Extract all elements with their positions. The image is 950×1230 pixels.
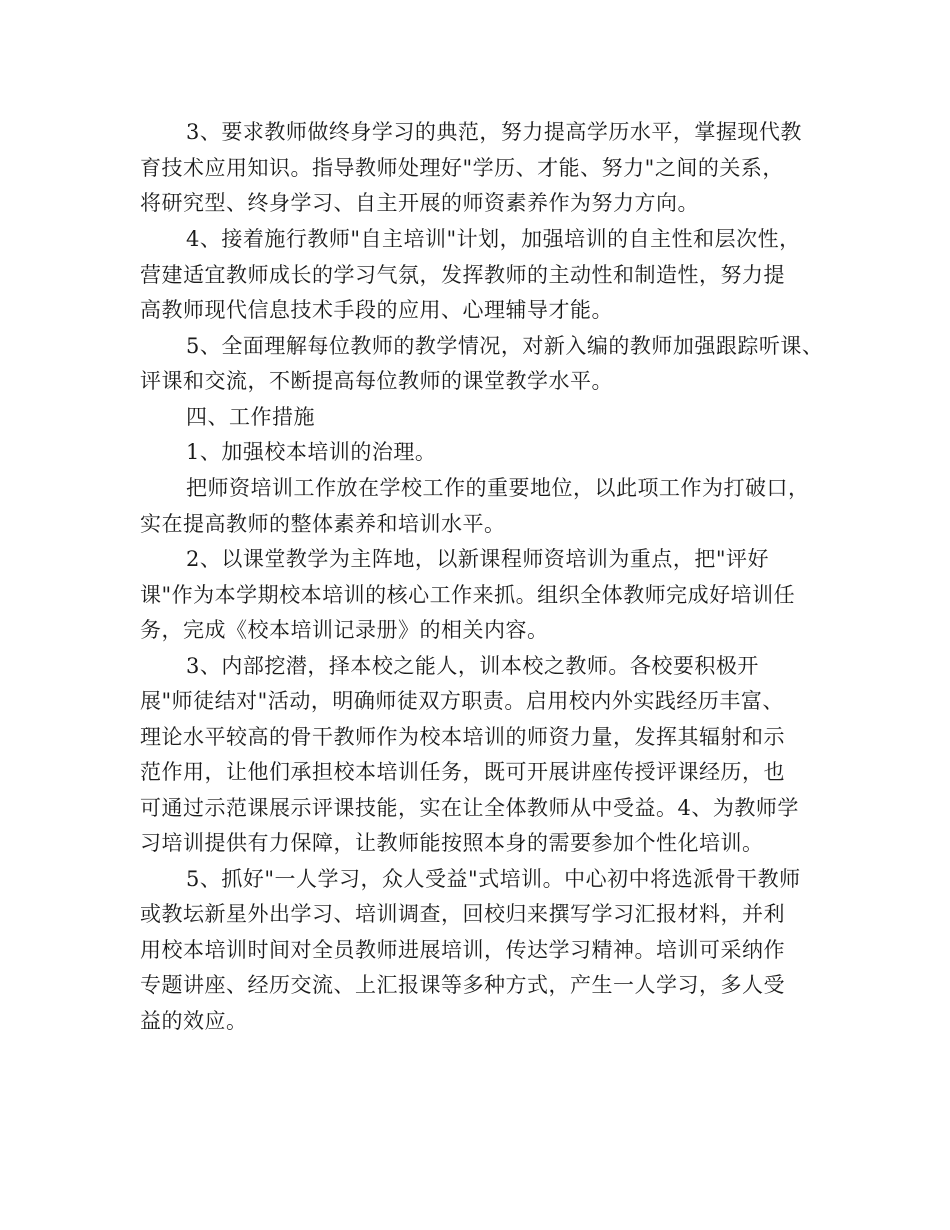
text-line: 高教师现代信息技术手段的应用、心理辅导才能。 [140,298,613,322]
text-line: 范作用，让他们承担校本培训任务，既可开展讲座传授评课经历，也 [140,760,785,784]
text-line: 营建适宜教师成长的学习气氛，发挥教师的主动性和制造性，努力提 [140,263,785,287]
section-heading: 四、工作措施 [186,405,315,429]
text-line: 益的效应。 [140,1009,248,1033]
text-line: 4、接着施行教师"自主培训"计划，加强培训的自主性和层次性， [186,227,801,251]
text-line: 1、加强校本培训的治理。 [186,440,437,464]
text-line: 理论水平较高的骨干教师作为校本培训的师资力量，发挥其辐射和示 [140,725,785,749]
text-line: 3、要求教师做终身学习的典范，努力提高学历水平，掌握现代教 [186,120,802,144]
text-line: 展"师徒结对"活动，明确师徒双方职责。启用校内外实践经历丰富、 [140,689,784,713]
text-line: 将研究型、终身学习、自主开展的师资素养作为努力方向。 [140,191,699,215]
text-line: 或教坛新星外出学习、培训调查，回校归来撰写学习汇报材料，并利 [140,902,785,926]
text-line: 课"作为本学期校本培训的核心工作来抓。组织全体教师完成好培训任 [140,583,796,607]
text-line: 实在提高教师的整体素养和培训水平。 [140,512,506,536]
text-line: 5、全面理解每位教师的教学情况，对新入编的教师加强跟踪听课、 [186,334,824,358]
text-line: 评课和交流，不断提高每位教师的课堂教学水平。 [140,369,613,393]
text-line: 务，完成《校本培训记录册》的相关内容。 [140,618,549,642]
text-line: 专题讲座、经历交流、上汇报课等多种方式，产生一人学习，多人受 [140,973,785,997]
text-line: 用校本培训时间对全员教师进展培训，传达学习精神。培训可采纳作 [140,938,785,962]
text-line: 5、抓好"一人学习，众人受益"式培训。中心初中将选派骨干教师 [186,867,801,891]
text-line: 习培训提供有力保障，让教师能按照本身的需要参加个性化培训。 [140,831,764,855]
text-line: 可通过示范课展示评课技能，实在让全体教师从中受益。4、为教师学 [140,796,799,820]
text-line: 3、内部挖潜，择本校之能人，训本校之教师。各校要积极开 [186,654,759,678]
text-line: 育技术应用知识。指导教师处理好"学历、才能、努力"之间的关系， [140,156,784,180]
text-line: 2、以课堂教学为主阵地，以新课程师资培训为重点，把"评好 [186,547,770,571]
text-line: 把师资培训工作放在学校工作的重要地位，以此项工作为打破口， [186,476,810,500]
